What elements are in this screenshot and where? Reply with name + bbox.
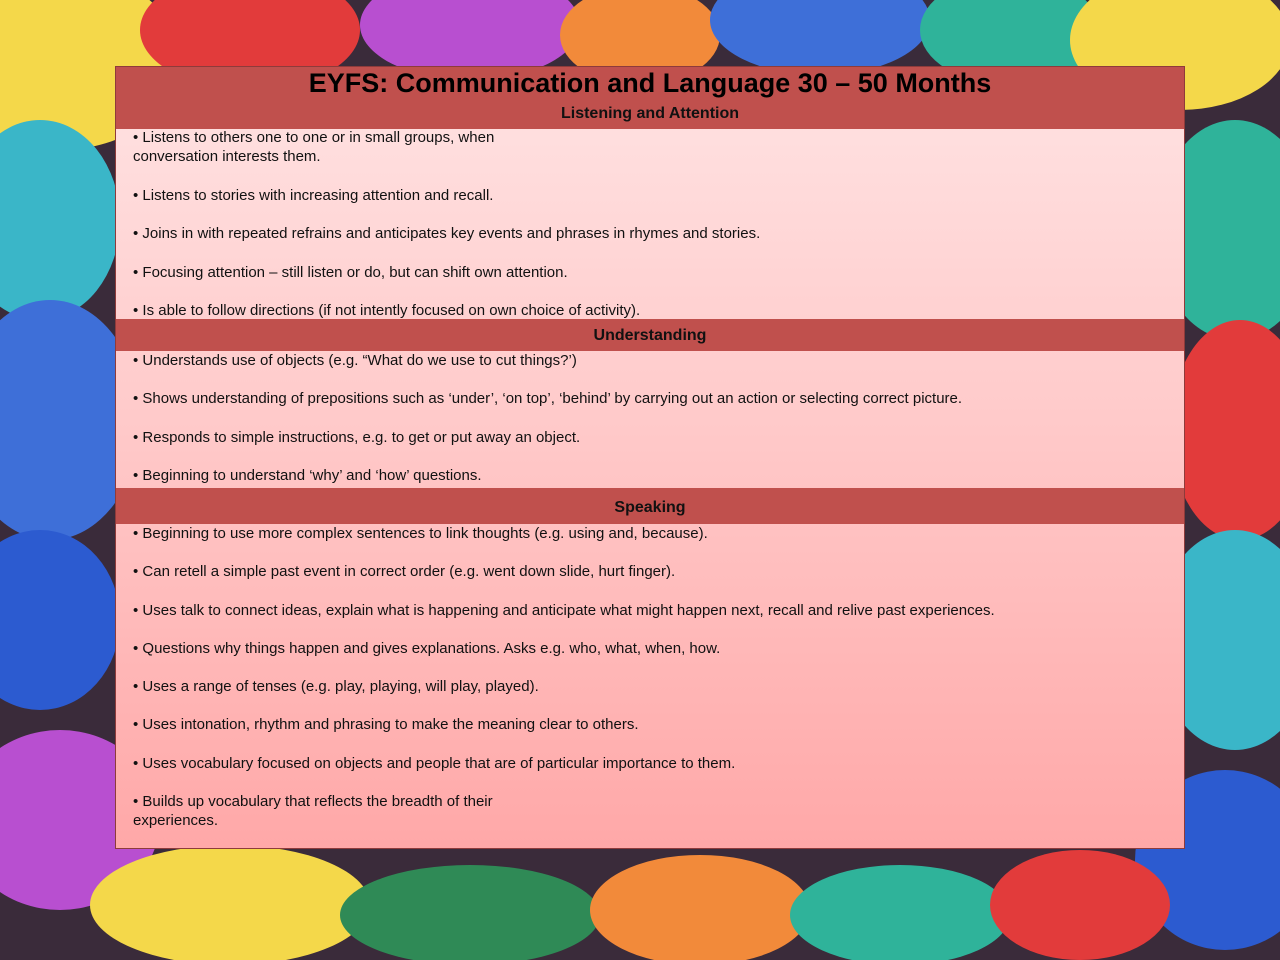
section-heading-listening: Listening and Attention [116, 99, 1184, 129]
list-item: • Listens to others one to one or in small groups, when conversation interests them. [133, 129, 495, 165]
list-item: • Listens to stories with increasing attention and recall. [133, 187, 494, 204]
list-item: • Can retell a simple past event in correct order (e.g. went down slide, hurt finger). [133, 563, 676, 581]
list-item: • Uses intonation, rhythm and phrasing to make the meaning clear to others. [133, 716, 639, 734]
list-item: • Is able to follow directions (if not intently focused on own choice of activity). [133, 301, 641, 319]
list-item: • Builds up vocabulary that reflects the breadth of their experiences. [133, 793, 493, 830]
list-item: • Beginning to understand ‘why’ and ‘how’ questions. [133, 466, 482, 484]
section-heading-understanding: Understanding [116, 319, 1184, 351]
section-heading-speaking: Speaking [116, 488, 1184, 524]
list-item: • Uses vocabulary focused on objects and people that are of particular importance to them. [133, 754, 736, 772]
list-item: • Beginning to use more complex sentences to link thoughts (e.g. using and, because). [133, 525, 708, 542]
list-item: • Questions why things happen and gives explanations. Asks e.g. who, what, when, how. [133, 639, 721, 657]
list-item: • Uses talk to connect ideas, explain what is happening and anticipate what might happen next, recall and relive past experiences. [133, 601, 995, 619]
list-item: • Focusing attention – still listen or do, but can shift own attention. [133, 263, 568, 281]
list-item: • Uses a range of tenses (e.g. play, playing, will play, played). [133, 678, 539, 696]
list-item: • Joins in with repeated refrains and anticipates key events and phrases in rhymes and stories. [133, 225, 761, 243]
understanding-list [133, 351, 1173, 504]
list-item: • Responds to simple instructions, e.g. to get or put away an object. [133, 428, 581, 446]
content-card [115, 66, 1185, 849]
listening-list [133, 128, 1173, 339]
page-title: EYFS: Communication and Language 30 – 50 Months [308, 68, 992, 98]
list-item: • Shows understanding of prepositions such as ‘under’, ‘on top’, ‘behind’ by carrying out an action or selecting correct picture. [133, 390, 963, 408]
speaking-list [133, 524, 1173, 849]
list-item: • Understands use of objects (e.g. “What do we use to cut things?’) [133, 352, 577, 369]
